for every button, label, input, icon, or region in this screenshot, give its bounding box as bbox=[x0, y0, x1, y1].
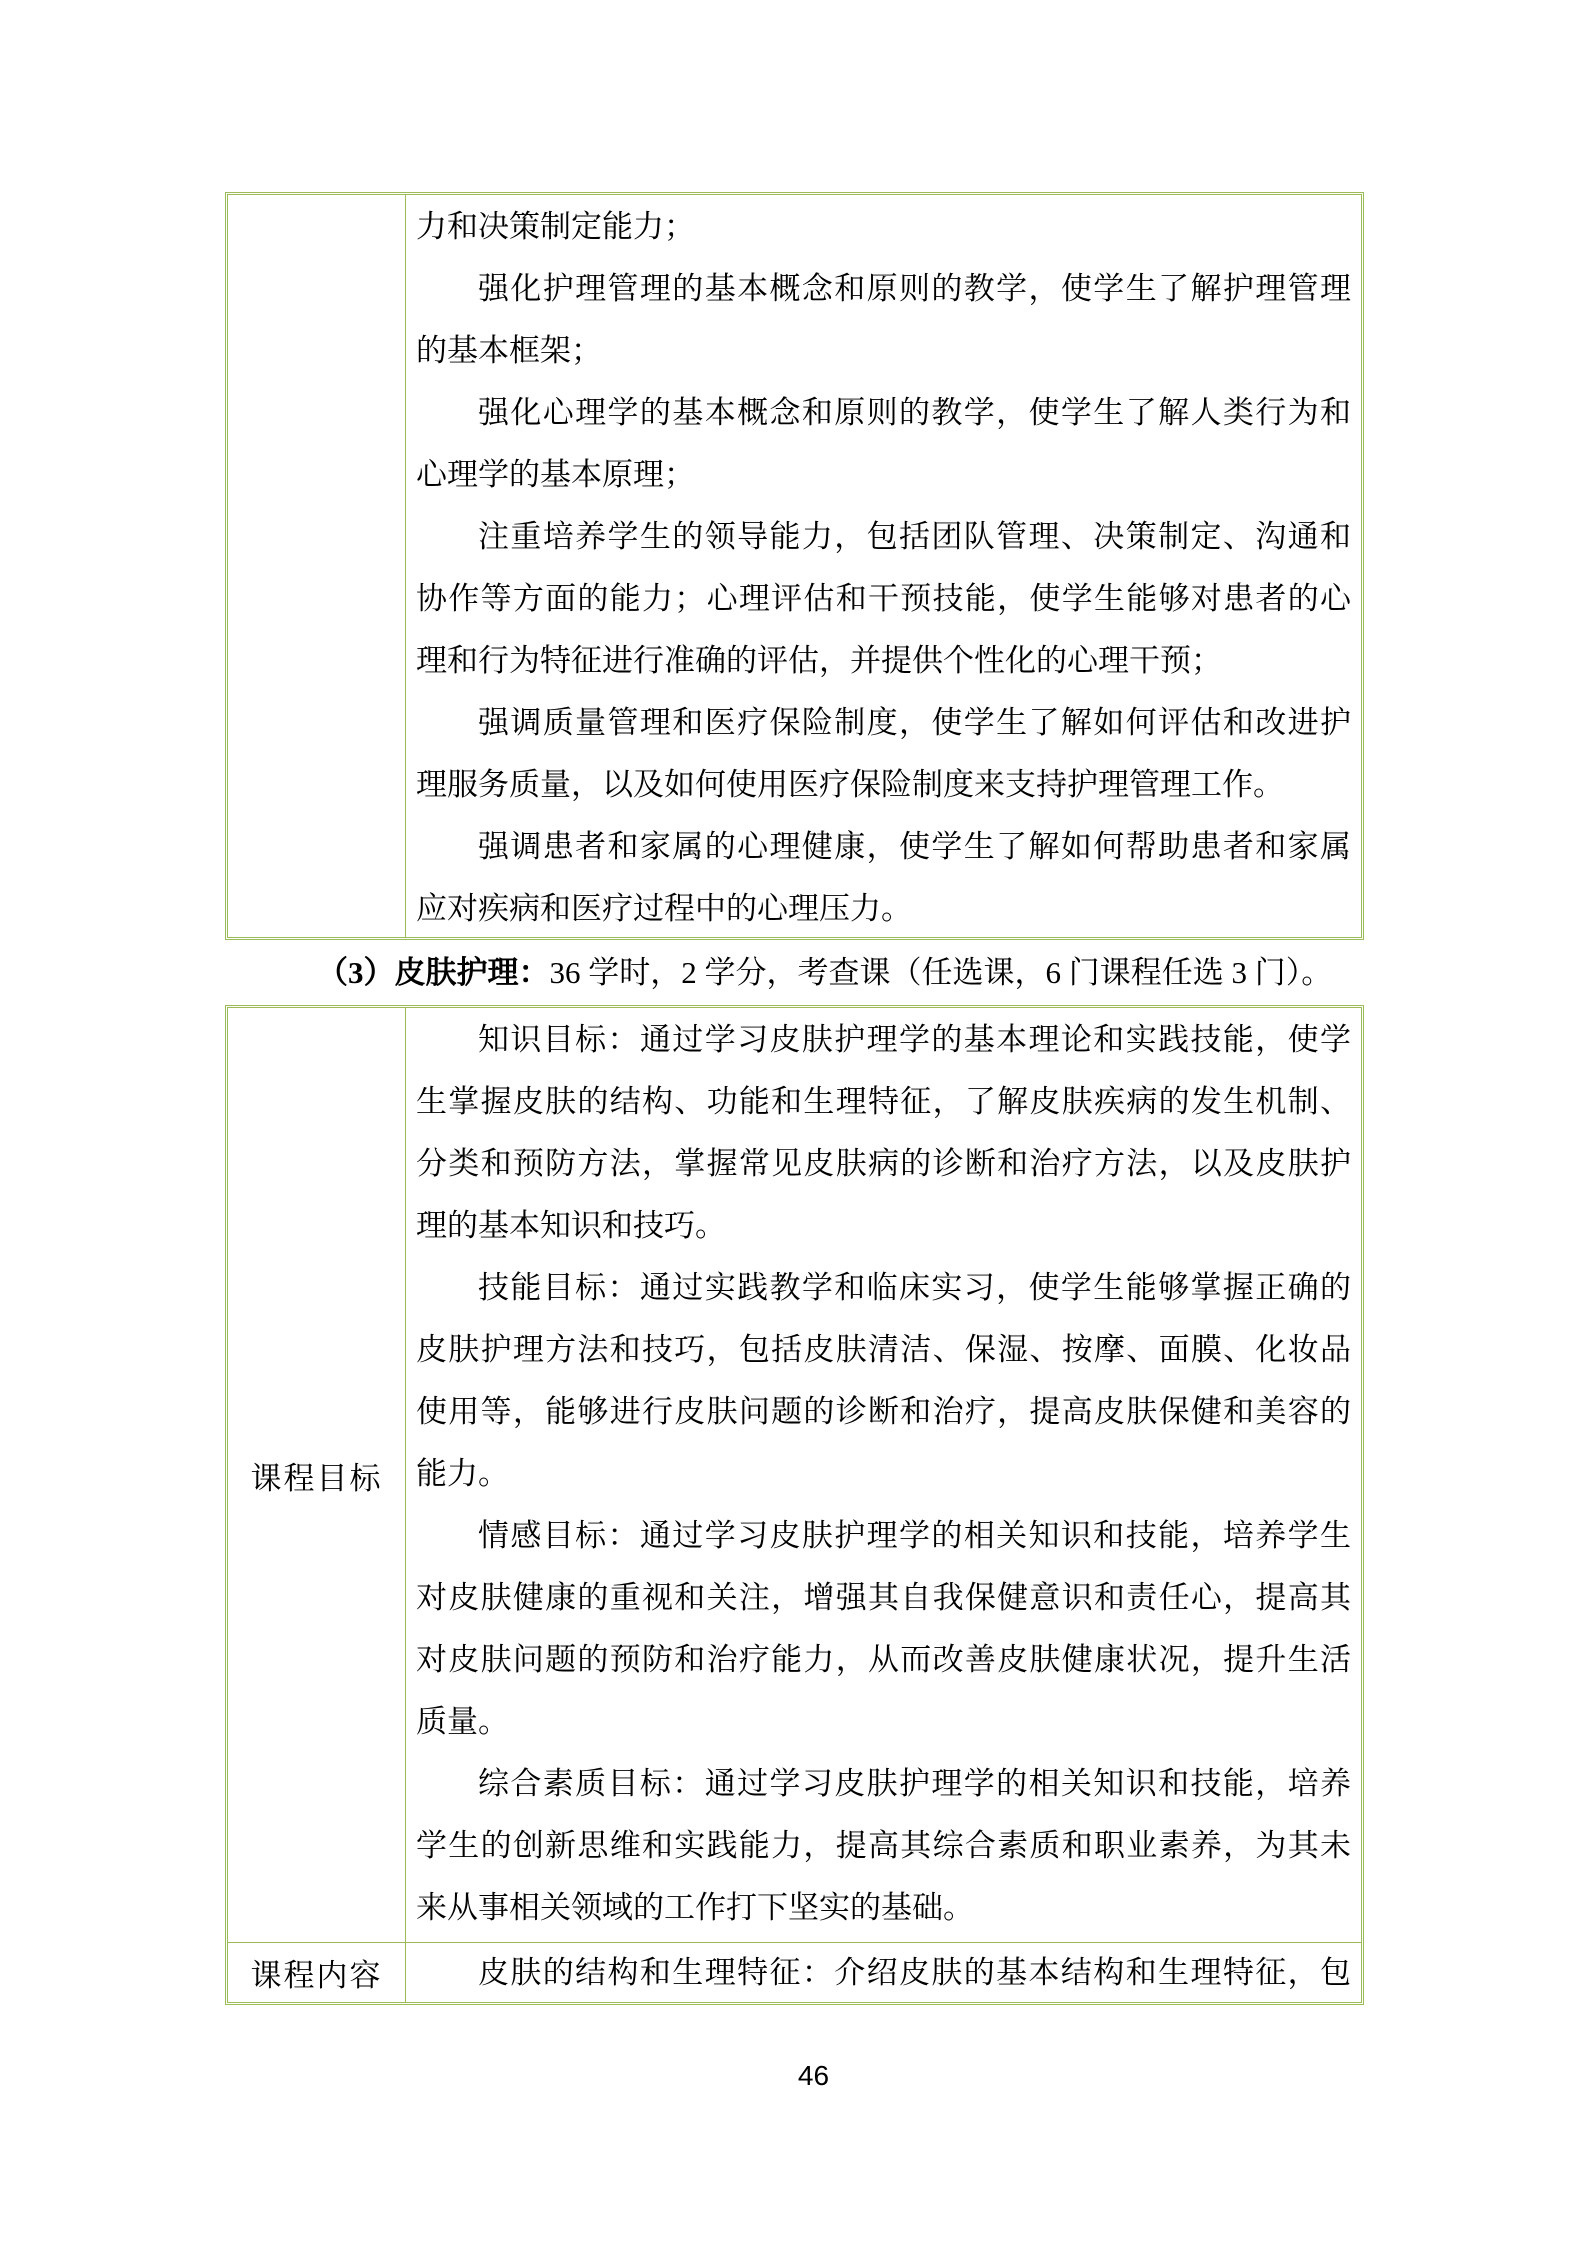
text-line: 强化心理学的基本概念和原则的教学，使学生了解人类行为和 bbox=[478, 395, 1351, 430]
text-line: 应对疾病和医疗过程中的心理压力。 bbox=[416, 891, 912, 926]
text-line: 理服务质量，以及如何使用医疗保险制度来支持护理管理工作。 bbox=[416, 767, 1284, 802]
text-line: 知识目标：通过学习皮肤护理学的基本理论和实践技能，使学 bbox=[478, 1022, 1351, 1057]
text-line: 皮肤的结构和生理特征：介绍皮肤的基本结构和生理特征，包 bbox=[478, 1955, 1351, 1990]
text-line: 生掌握皮肤的结构、功能和生理特征，了解皮肤疾病的发生机制、 bbox=[416, 1084, 1351, 1119]
text-line: 皮肤护理方法和技巧，包括皮肤清洁、保湿、按摩、面膜、化妆品 bbox=[416, 1332, 1351, 1367]
text-line: 质量。 bbox=[416, 1704, 509, 1739]
text-line: 能力。 bbox=[416, 1456, 509, 1491]
text-line: 技能目标：通过实践教学和临床实习，使学生能够掌握正确的 bbox=[478, 1270, 1351, 1305]
text-line: 对皮肤问题的预防和治疗能力，从而改善皮肤健康状况，提升生活 bbox=[416, 1642, 1351, 1677]
text-line: 强调质量管理和医疗保险制度，使学生了解如何评估和改进护 bbox=[478, 705, 1351, 740]
text-line: 强调患者和家属的心理健康，使学生了解如何帮助患者和家属 bbox=[478, 829, 1351, 864]
table-skin-care-course bbox=[225, 1005, 1364, 2005]
table1-label-cell bbox=[228, 195, 406, 937]
text-line: 力和决策制定能力； bbox=[416, 209, 695, 244]
text-line: 分类和预防方法，掌握常见皮肤病的诊断和治疗方法，以及皮肤护 bbox=[416, 1146, 1351, 1181]
row-course-content bbox=[228, 1943, 1361, 2002]
course-heading-line bbox=[225, 941, 1386, 1005]
label-course-objectives bbox=[228, 1008, 406, 1942]
label-course-content-text: 课程内容 bbox=[250, 1958, 383, 1993]
text-line: 心理学的基本原理； bbox=[416, 457, 695, 492]
text-line: 对皮肤健康的重视和关注，增强其自我保健意识和责任心，提高其 bbox=[416, 1580, 1351, 1615]
label-course-objectives-text: 课程目标 bbox=[250, 1460, 383, 1496]
course-heading-details: 36 学时，2 学分，考查课（任选课，6 门课程任选 3 门）。 bbox=[549, 955, 1333, 990]
text-line: 注重培养学生的领导能力，包括团队管理、决策制定、沟通和 bbox=[478, 519, 1351, 554]
text-line: 综合素质目标：通过学习皮肤护理学的相关知识和技能，培养 bbox=[478, 1766, 1351, 1801]
row-course-objectives bbox=[228, 1008, 1361, 1943]
text-line: 理和行为特征进行准确的评估，并提供个性化的心理干预； bbox=[416, 643, 1222, 678]
page-number: 46 bbox=[797, 2060, 830, 2091]
text-line: 强化护理管理的基本概念和原则的教学，使学生了解护理管理 bbox=[478, 271, 1351, 306]
text-line: 来从事相关领域的工作打下坚实的基础。 bbox=[416, 1890, 974, 1925]
text-line: 协作等方面的能力；心理评估和干预技能，使学生能够对患者的心 bbox=[416, 581, 1351, 616]
course-heading-title: （3）皮肤护理： bbox=[317, 955, 550, 990]
course-objectives-content bbox=[406, 1008, 1361, 1942]
table-nursing-management-continued bbox=[225, 192, 1364, 940]
text-line: 学生的创新思维和实践能力，提高其综合素质和职业素养，为其未 bbox=[416, 1828, 1351, 1863]
text-line: 情感目标：通过学习皮肤护理学的相关知识和技能，培养学生 bbox=[478, 1518, 1351, 1553]
text-line: 使用等，能够进行皮肤问题的诊断和治疗，提高皮肤保健和美容的 bbox=[416, 1394, 1351, 1429]
table1-content-cell bbox=[406, 195, 1361, 937]
text-line: 的基本框架； bbox=[416, 333, 602, 368]
text-line: 理的基本知识和技巧。 bbox=[416, 1208, 726, 1243]
course-content-body bbox=[406, 1943, 1361, 2002]
label-course-content bbox=[228, 1943, 406, 2002]
